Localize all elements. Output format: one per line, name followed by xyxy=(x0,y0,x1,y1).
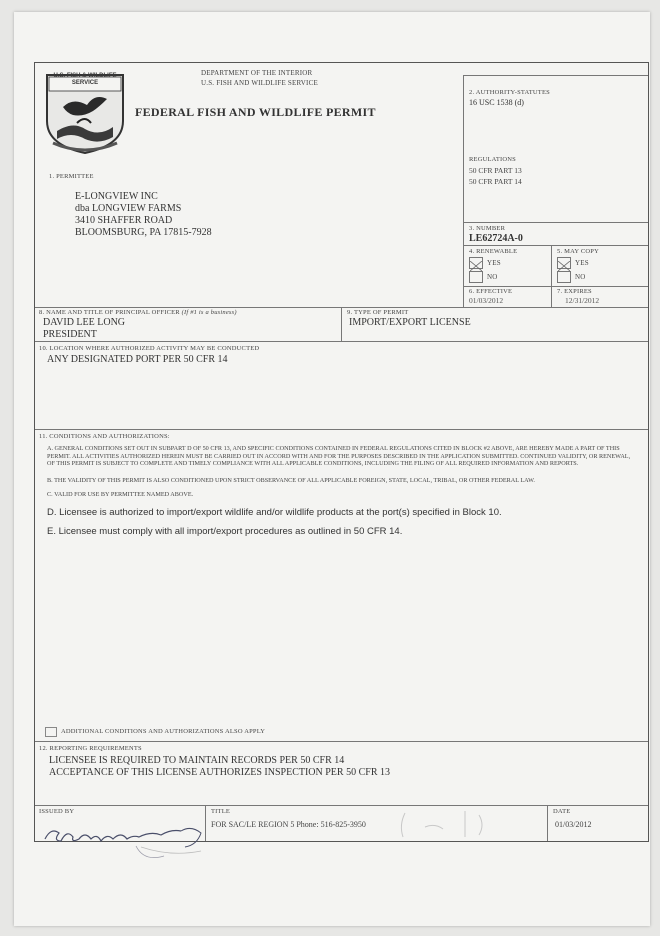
divider xyxy=(463,245,648,246)
renewable-no-checkbox xyxy=(469,271,483,283)
location-label: 10. LOCATION WHERE AUTHORIZED ACTIVITY MAY BE CONDUCTED xyxy=(39,345,260,352)
department-name: DEPARTMENT OF THE INTERIOR xyxy=(201,69,313,77)
service-name: U.S. FISH AND WILDLIFE SERVICE xyxy=(201,79,318,87)
faint-handwritten-mark xyxy=(385,807,505,841)
logo-text-top: U.S. FISH & WILDLIFE SERVICE xyxy=(53,73,117,86)
regulation-item: 50 CFR PART 14 xyxy=(469,177,522,186)
issued-by-label: ISSUED BY xyxy=(39,808,75,815)
expires-label: 7. EXPIRES xyxy=(557,288,592,295)
principal-officer xyxy=(43,317,125,341)
permit-number: LE62724A-0 xyxy=(469,233,523,244)
permittee-label: 1. PERMITTEE xyxy=(49,173,94,180)
number-label: 3. NUMBER xyxy=(469,225,506,232)
may-copy-yes-checkbox xyxy=(557,257,571,269)
signature-tail xyxy=(134,842,194,866)
principal-officer-label xyxy=(39,309,237,316)
divider xyxy=(463,286,648,287)
officer-title: PRESIDENT xyxy=(43,329,97,340)
regulations-label: REGULATIONS xyxy=(469,156,516,163)
regulations-list xyxy=(469,165,522,187)
divider xyxy=(35,429,648,430)
conditions-label: 11. CONDITIONS AND AUTHORIZATIONS: xyxy=(39,433,170,440)
condition-c: C. VALID FOR USE BY PERMITTEE NAMED ABOVE. xyxy=(47,491,194,498)
divider xyxy=(341,307,342,341)
effective-date: 01/03/2012 xyxy=(469,296,504,305)
renewable-yes-checkbox xyxy=(469,257,483,269)
may-copy-no-checkbox xyxy=(557,271,571,283)
condition-d: D. Licensee is authorized to import/export wildlife and/or wildlife products at the port(s) specified in Block 10. xyxy=(47,507,502,518)
permittee-line: E-LONGVIEW INC xyxy=(75,191,158,202)
condition-e: E. Licensee must comply with all import/export procedures as outlined in 50 CFR 14. xyxy=(47,526,403,537)
issue-date: 01/03/2012 xyxy=(555,820,592,829)
effective-label: 6. EFFECTIVE xyxy=(469,288,513,295)
issuer-title: FOR SAC/LE REGION 5 Phone: 516-825-3950 xyxy=(211,820,366,829)
principal-officer-label-note: (If #1 is a business) xyxy=(181,309,237,316)
divider xyxy=(35,741,648,742)
may-copy-yes-label: YES xyxy=(575,259,589,267)
condition-b: B. THE VALIDITY OF THIS PERMIT IS ALSO CONDITIONED UPON STRICT OBSERVANCE OF ALL APPLICABLE FOREIGN, STATE, LOCAL, TRIBAL, OR OTHER FEDERAL LAW. xyxy=(47,477,535,484)
additional-conditions-checkbox xyxy=(45,727,57,737)
right-column-divider xyxy=(463,75,464,307)
permit-form xyxy=(34,62,649,842)
permit-type-label: 9. TYPE OF PERMIT xyxy=(347,309,409,316)
permit-paper xyxy=(14,12,650,926)
divider xyxy=(35,341,648,342)
divider xyxy=(547,805,548,841)
renewable-yes-label: YES xyxy=(487,259,501,267)
x-mark-icon xyxy=(558,261,570,271)
permit-title: FEDERAL FISH AND WILDLIFE PERMIT xyxy=(135,105,376,119)
reporting-label: 12. REPORTING REQUIREMENTS xyxy=(39,745,142,752)
reporting-requirements xyxy=(49,755,390,779)
date-label: DATE xyxy=(553,808,571,815)
may-copy-label: 5. MAY COPY xyxy=(557,248,599,255)
divider xyxy=(35,805,648,806)
authority-statutes-value: 16 USC 1538 (d) xyxy=(469,98,524,107)
principal-officer-label-text: 8. NAME AND TITLE OF PRINCIPAL OFFICER xyxy=(39,309,180,316)
x-mark-icon xyxy=(470,261,482,271)
divider xyxy=(463,75,648,76)
condition-a: A. GENERAL CONDITIONS SET OUT IN SUBPART D OF 50 CFR 13, AND SPECIFIC CONDITIONS CONTAINED IN FEDERAL REGULATIONS CITED IN BLOCK #2 ABOVE, ARE HEREBY MADE A PART OF THIS PERMIT. ALL ACTIVITIES AUTHORIZED HEREIN MUST BE CARRIED OUT IN ACCORD WITH AND FOR THE PURPOSES DESCRIBED IN THE APPLICATION SUBMITTED. CONTINUED VALIDITY, OR RENEWAL, OF THIS PERMIT IS SUBJECT TO COMPLETE AND TIMELY COMPLIANCE WITH ALL APPLICABLE CONDITIONS, INCLUDING THE FILING OF ALL REQUIRED INFORMATION AND REPORTS. xyxy=(47,445,631,468)
permittee-line: 3410 SHAFFER ROAD xyxy=(75,215,173,226)
divider xyxy=(463,222,648,223)
authority-statutes-label: 2. AUTHORITY-STATUTES xyxy=(469,89,550,96)
reporting-line: ACCEPTANCE OF THIS LICENSE AUTHORIZES INSPECTION PER 50 CFR 13 xyxy=(49,767,390,778)
permittee-address xyxy=(75,191,212,239)
divider xyxy=(551,245,552,307)
permittee-line: BLOOMSBURG, PA 17815-7928 xyxy=(75,227,212,238)
title-label: TITLE xyxy=(211,808,231,815)
expires-date: 12/31/2012 xyxy=(565,296,600,305)
renewable-no-label: NO xyxy=(487,273,498,281)
regulation-item: 50 CFR PART 13 xyxy=(469,166,522,175)
may-copy-no-label: NO xyxy=(575,273,586,281)
officer-name: DAVID LEE LONG xyxy=(43,317,126,328)
permittee-line: dba LONGVIEW FARMS xyxy=(75,203,182,214)
renewable-label: 4. RENEWABLE xyxy=(469,248,518,255)
permit-type-value: IMPORT/EXPORT LICENSE xyxy=(349,317,471,328)
reporting-line: LICENSEE IS REQUIRED TO MAINTAIN RECORDS PER 50 CFR 14 xyxy=(49,755,345,766)
additional-conditions-label: ADDITIONAL CONDITIONS AND AUTHORIZATIONS ALSO APPLY xyxy=(61,728,266,735)
location-value: ANY DESIGNATED PORT PER 50 CFR 14 xyxy=(47,354,228,365)
